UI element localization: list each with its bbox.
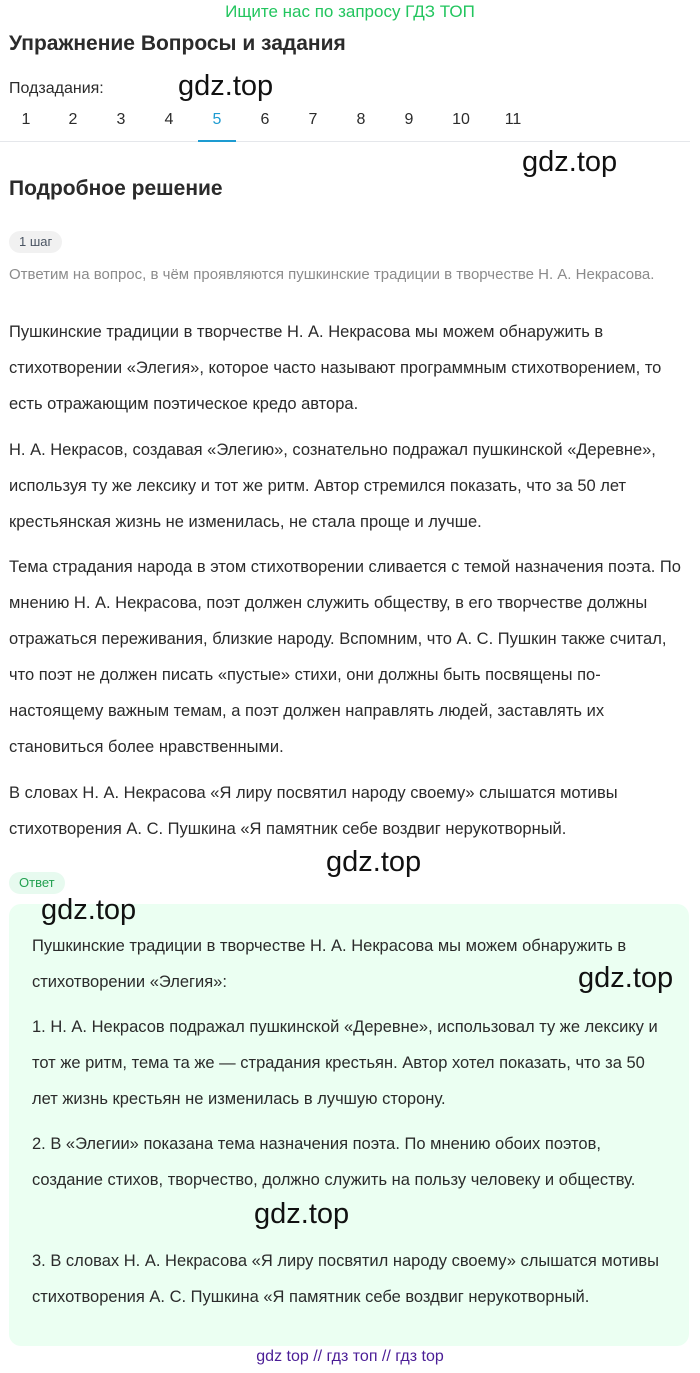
- solution-paragraph-1: Пушкинские традиции в творчестве Н. А. Некрасова мы можем обнаружить в стихотворении «Элегия», которое часто называют программным стихотворением, то есть отражающим поэтическое кредо автора.: [9, 323, 662, 413]
- watermark: gdz.top: [578, 962, 674, 994]
- watermark: gdz.top: [178, 70, 274, 102]
- subtask-tab-6[interactable]: 6: [260, 111, 270, 128]
- subtask-tab-3[interactable]: 3: [116, 111, 126, 128]
- subtask-tab-11[interactable]: 11: [504, 111, 522, 128]
- answer-paragraph-3: 3. В словах Н. А. Некрасова «Я лиру посвятил народу своему» слышатся мотивы стихотворения А. С. Пушкина «Я памятник себе воздвиг нерукотворный.: [32, 1252, 659, 1306]
- watermark: gdz.top: [522, 146, 618, 178]
- footer-links[interactable]: gdz top // гдз топ // гдз top: [256, 1348, 444, 1365]
- subtask-tab-5[interactable]: 5: [198, 104, 236, 142]
- answer-badge: Ответ: [9, 872, 65, 894]
- subtask-tab-1[interactable]: 1: [21, 111, 31, 128]
- answer-paragraph-2: 2. В «Элегии» показана тема назначения поэта. По мнению обоих поэтов, создание стихов, творчество, должно служить на пользу человеку и обществу.: [32, 1135, 636, 1189]
- watermark: gdz.top: [326, 846, 422, 878]
- watermark: gdz.top: [254, 1198, 350, 1230]
- subtask-tab-7[interactable]: 7: [308, 111, 318, 128]
- answer-paragraph-intro: Пушкинские традиции в творчестве Н. А. Некрасова мы можем обнаружить в стихотворении «Элегия»:: [32, 937, 627, 991]
- exercise-title: Упражнение Вопросы и задания: [9, 32, 346, 55]
- solution-paragraph-3: Тема страдания народа в этом стихотворении сливается с темой назначения поэта. По мнению Н. А. Некрасова, поэт должен служить обществу, в его творчестве должны отражаться переживания, близкие народу. Вспомним, что А. С. Пушкин также считал, что поэт не должен писать «пустые» стихи, они должны быть посвящены по-настоящему важным темам, а поэт должен направлять людей, заставлять их становиться более нравственными.: [9, 558, 681, 756]
- solution-title: Подробное решение: [9, 177, 223, 200]
- subtask-tabs: [0, 104, 690, 142]
- step-badge: 1 шаг: [9, 231, 62, 253]
- question-text: Ответим на вопрос, в чём проявляются пушкинские традиции в творчестве Н. А. Некрасова.: [9, 266, 655, 283]
- top-banner[interactable]: Ищите нас по запросу ГДЗ ТОП: [225, 2, 475, 21]
- answer-paragraph-1: 1. Н. А. Некрасов подражал пушкинской «Деревне», использовал ту же лексику и тот же ритм, тема та же — страдания крестьян. Автор хотел показать, что за 50 лет жизнь крестьян не изменилась в лучшую сторону.: [32, 1018, 658, 1108]
- subtask-tab-2[interactable]: 2: [68, 111, 78, 128]
- subtask-tab-4[interactable]: 4: [164, 111, 174, 128]
- solution-paragraph-2: Н. А. Некрасов, создавая «Элегию», сознательно подражал пушкинской «Деревне», используя ту же лексику и тот же ритм. Автор стремился показать, что за 50 лет крестьянская жизнь не изменилась, не стала проще и лучше.: [9, 441, 656, 531]
- subtask-tab-9[interactable]: 9: [404, 111, 414, 128]
- subtask-tab-10[interactable]: 10: [452, 111, 470, 128]
- subtasks-label: Подзадания:: [9, 80, 104, 97]
- solution-paragraph-4: В словах Н. А. Некрасова «Я лиру посвятил народу своему» слышатся мотивы стихотворения А. С. Пушкина «Я памятник себе воздвиг нерукотворный.: [9, 784, 618, 838]
- watermark: gdz.top: [41, 894, 137, 926]
- subtask-tab-8[interactable]: 8: [356, 111, 366, 128]
